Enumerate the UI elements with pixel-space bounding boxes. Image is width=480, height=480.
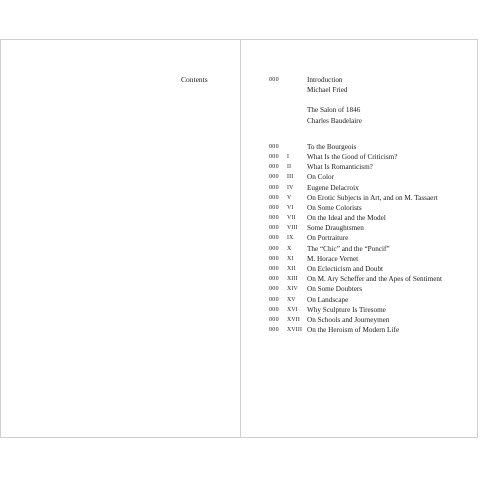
toc-page-number: 000 xyxy=(269,245,279,252)
toc-page-number: 000 xyxy=(269,306,279,313)
toc-page-number: 000 xyxy=(269,286,279,293)
toc-page-number: 000 xyxy=(269,77,279,83)
toc-page-number: 000 xyxy=(269,296,279,303)
toc-entry xyxy=(269,213,469,223)
toc-page-number: 000 xyxy=(269,194,279,201)
toc-entry xyxy=(269,193,469,203)
toc-chapter-numeral: II xyxy=(287,164,292,171)
toc-entry xyxy=(269,75,469,85)
toc-chapter-numeral: XI xyxy=(287,255,294,262)
toc-title: On Erotic Subjects in Art, and on M. Tassaert xyxy=(307,193,438,202)
toc-page-number: 000 xyxy=(269,164,279,171)
toc-title: On M. Ary Scheffer and the Apes of Sentiment xyxy=(307,275,443,284)
toc-page-number: 000 xyxy=(269,184,279,191)
toc-title: On Some Colorists xyxy=(307,203,362,212)
toc-entry xyxy=(269,244,469,254)
toc-chapter-numeral: XIV xyxy=(287,286,298,293)
toc-chapter-numeral: VII xyxy=(287,215,296,222)
toc-page-number: 000 xyxy=(269,276,279,283)
toc-author: Michael Fried xyxy=(307,86,348,95)
contents-heading: Contents xyxy=(181,75,208,84)
toc-page-number: 000 xyxy=(269,266,279,272)
toc-title: Introduction xyxy=(307,76,343,84)
toc-title: On Eclecticism and Doubt xyxy=(307,265,384,273)
toc-entry xyxy=(269,116,469,126)
toc-page-number: 000 xyxy=(269,215,279,222)
toc-title: On Color xyxy=(307,173,334,182)
toc-chapter-numeral: XV xyxy=(287,296,296,303)
toc-entry xyxy=(269,254,469,264)
toc-chapter-numeral: I xyxy=(287,153,290,160)
toc-title: On Portraiture xyxy=(307,234,349,243)
toc-page-number: 000 xyxy=(269,143,279,150)
toc-chapter-numeral: IV xyxy=(287,184,294,191)
toc-page-number: 000 xyxy=(269,327,279,334)
toc-entry xyxy=(269,183,469,193)
toc-entry xyxy=(269,233,469,243)
toc-chapter-numeral: XVIII xyxy=(287,327,303,334)
toc-entry xyxy=(269,274,469,284)
toc-entry xyxy=(269,295,469,305)
toc-title: On Some Doubters xyxy=(307,285,363,294)
toc-chapter-numeral: XVI xyxy=(287,306,298,313)
toc-entry xyxy=(269,284,469,294)
toc-chapter-numeral: VI xyxy=(287,204,294,211)
toc-chapter-numeral: III xyxy=(287,174,294,181)
toc-entry xyxy=(269,223,469,233)
toc-page-number: 000 xyxy=(269,316,279,323)
page-gutter xyxy=(240,39,241,438)
toc-title: The Salon of 1846 xyxy=(307,106,361,115)
toc-page-number: 000 xyxy=(269,225,279,232)
toc-chapter-numeral: VIII xyxy=(287,225,298,232)
toc-chapter-numeral: XVII xyxy=(287,316,301,323)
toc-page-number: 000 xyxy=(269,235,279,242)
table-of-contents xyxy=(269,75,469,335)
toc-title: On Landscape xyxy=(307,295,349,304)
toc-chapter-numeral: XII xyxy=(287,266,296,272)
toc-title: The “Chic” and the “Poncif” xyxy=(307,244,390,253)
spacer xyxy=(269,126,469,142)
toc-title: Some Draughtsmen xyxy=(307,224,364,233)
toc-title: M. Horace Vernet xyxy=(307,254,359,263)
toc-author: Charles Baudelaire xyxy=(307,116,362,125)
toc-entry xyxy=(269,85,469,95)
toc-entry xyxy=(269,203,469,213)
toc-entry xyxy=(269,315,469,325)
toc-entry xyxy=(269,305,469,315)
toc-entry xyxy=(269,172,469,182)
toc-title: On Schools and Journeymen xyxy=(307,315,390,324)
toc-chapter-numeral: V xyxy=(287,194,292,201)
toc-title: Eugene Delacroix xyxy=(307,183,359,192)
toc-chapter-numeral: IX xyxy=(287,235,294,242)
toc-title: What Is the Good of Criticism? xyxy=(307,152,398,161)
toc-title: Why Sculpture Is Tiresome xyxy=(307,305,386,314)
toc-chapter-numeral: X xyxy=(287,245,292,252)
toc-title: On the Ideal and the Model xyxy=(307,214,386,223)
toc-entry xyxy=(269,325,469,335)
toc-chapter-numeral: XIII xyxy=(287,276,298,283)
toc-page-number: 000 xyxy=(269,255,279,262)
toc-title: To the Bourgeois xyxy=(307,142,357,151)
toc-page-number: 000 xyxy=(269,204,279,211)
toc-title: On the Heroism of Modern Life xyxy=(307,326,400,335)
toc-entry xyxy=(269,142,469,152)
toc-page-number: 000 xyxy=(269,174,279,181)
toc-entry xyxy=(269,105,469,115)
toc-page-number: 000 xyxy=(269,153,279,160)
chapter-list xyxy=(269,142,469,336)
toc-entry xyxy=(269,264,469,274)
toc-title: What Is Romanticism? xyxy=(307,163,373,172)
toc-entry xyxy=(269,162,469,172)
spacer xyxy=(269,95,469,105)
toc-entry xyxy=(269,152,469,162)
